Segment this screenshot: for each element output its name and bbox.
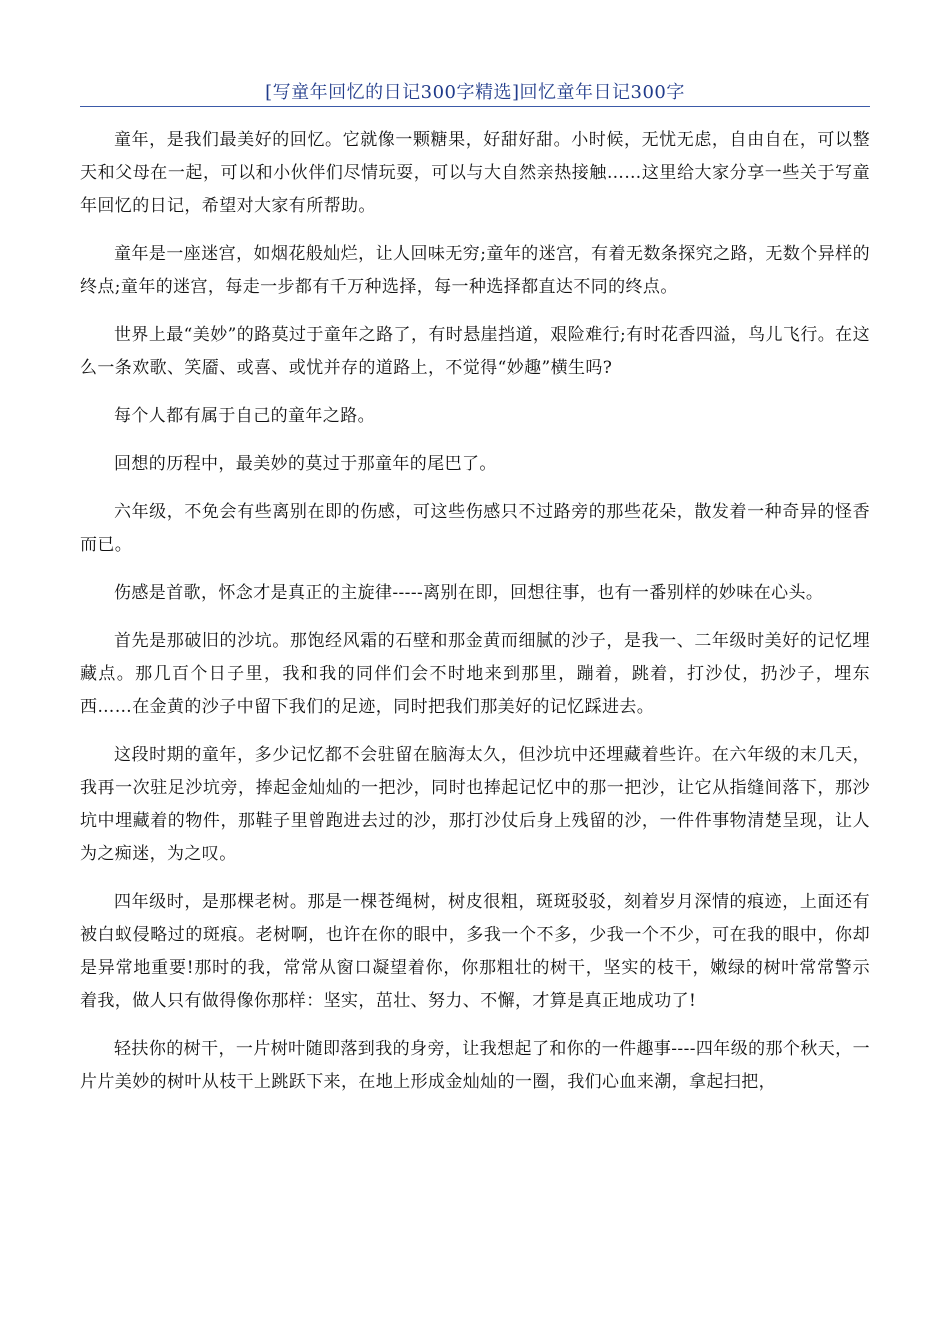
paragraph: 童年是一座迷宫，如烟花般灿烂，让人回味无穷;童年的迷宫，有着无数条探究之路，无数个异样的终点;童年的迷宫，每走一步都有千万种选择，每一种选择都直达不同的终点。 — [80, 244, 870, 297]
paragraph: 四年级时，是那棵老树。那是一棵苍绳树，树皮很粗，斑斑驳驳，刻着岁月深情的痕迹，上面还有被白蚁侵略过的斑痕。老树啊，也许在你的眼中，多我一个不多，少我一个不少，可在我的眼中，你却是异常地重要!那时的我，常常从窗口凝望着你，你那粗壮的树干，坚实的枝干，嫩绿的树叶常常警示着我，做人只有做得像你那样：坚实，茁壮、努力、不懈，才算是真正地成功了! — [80, 892, 870, 1011]
paragraph: 回想的历程中，最美妙的莫过于那童年的尾巴了。 — [114, 454, 497, 474]
paragraph: 首先是那破旧的沙坑。那饱经风霜的石壁和那金黄而细腻的沙子，是我一、二年级时美好的记忆埋藏点。那几百个日子里，我和我的同伴们会不时地来到那里，蹦着，跳着，打沙仗，扔沙子，埋东西……在金黄的沙子中留下我们的足迹，同时把我们那美好的记忆踩进去。 — [80, 631, 870, 717]
paragraph: 伤感是首歌，怀念才是真正的主旋律-----离别在即，回想往事，也有一番别样的妙味在心头。 — [114, 583, 824, 603]
paragraph: 这段时期的童年，多少记忆都不会驻留在脑海太久，但沙坑中还埋藏着些许。在六年级的末几天，我再一次驻足沙坑旁，捧起金灿灿的一把沙，同时也捧起记忆中的那一把沙，让它从指缝间落下，那沙坑中埋藏着的物件，那鞋子里曾跑进去过的沙，那打沙仗后身上残留的沙，一件件事物清楚呈现，让人为之痴迷，为之叹。 — [80, 745, 870, 864]
page-header-title: [写童年回忆的日记300字精选]回忆童年日记300字 — [80, 80, 870, 107]
document-body — [80, 124, 870, 1114]
paragraph: 童年，是我们最美好的回忆。它就像一颗糖果，好甜好甜。小时候，无忧无虑，自由自在，可以整天和父母在一起，可以和小伙伴们尽情玩耍，可以与大自然亲热接触……这里给大家分享一些关于写童年回忆的日记，希望对大家有所帮助。 — [80, 130, 870, 216]
paragraph: 六年级，不免会有些离别在即的伤感，可这些伤感只不过路旁的那些花朵，散发着一种奇异的怪香而已。 — [80, 502, 870, 555]
paragraph: 每个人都有属于自己的童年之路。 — [114, 406, 375, 426]
paragraph: 世界上最“美妙”的路莫过于童年之路了，有时悬崖挡道，艰险难行;有时花香四溢，鸟儿飞行。在这么一条欢歌、笑靥、或喜、或忧并存的道路上，不觉得“妙趣”横生吗? — [80, 325, 870, 378]
paragraph: 轻扶你的树干，一片树叶随即落到我的身旁，让我想起了和你的一件趣事----四年级的那个秋天，一片片美妙的树叶从枝干上跳跃下来，在地上形成金灿灿的一圈，我们心血来潮，拿起扫把， — [80, 1039, 870, 1092]
